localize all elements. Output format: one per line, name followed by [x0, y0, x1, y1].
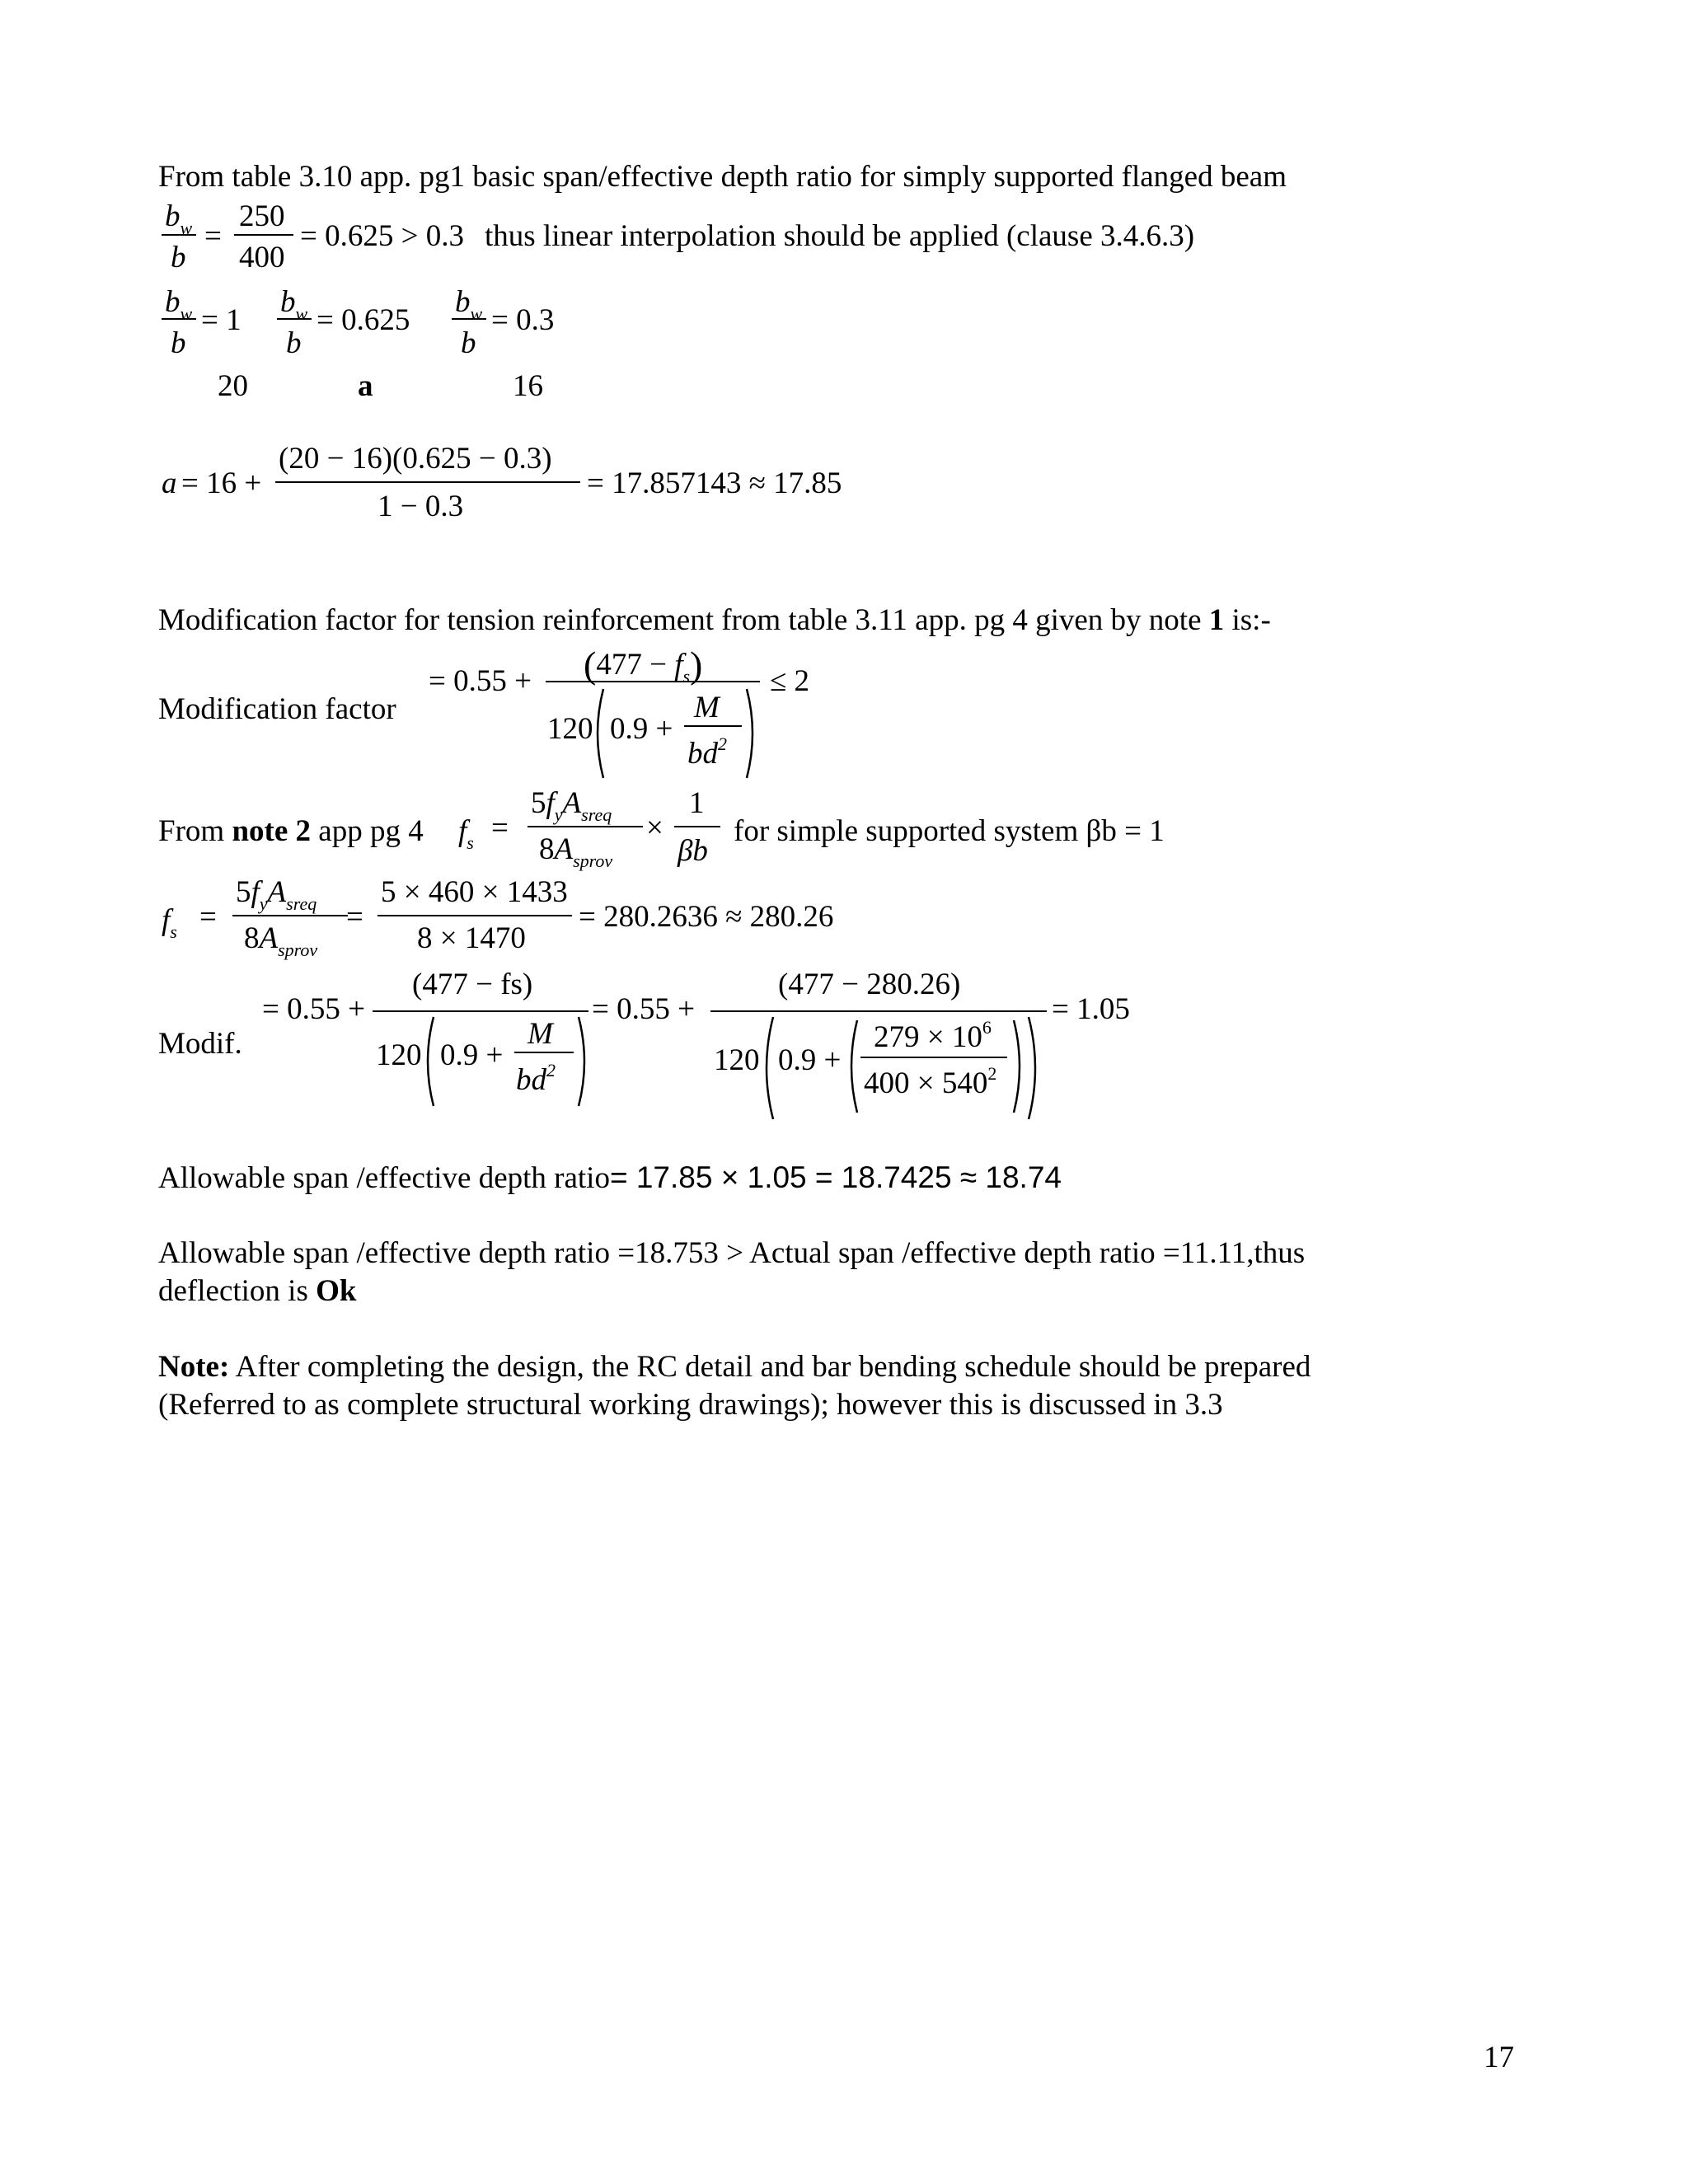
- allowable-line-1: Allowable span /effective depth ratio= 17.85 × 1.05 = 18.7425 ≈ 18.74: [158, 1160, 1062, 1195]
- fs-denominator: 8 × 1470: [417, 921, 526, 955]
- ratio-text: thus linear interpolation should be applied (clause 3.4.6.3): [485, 219, 1195, 253]
- ratio-numerator: 250: [239, 199, 285, 233]
- note-line-1: Note: After completing the design, the RC detail and bar bending schedule should be prepared: [158, 1350, 1311, 1384]
- page-number: 17: [1484, 2041, 1514, 2074]
- note-line-2: (Referred to as complete structural working drawings); however this is discussed in 3.3: [158, 1388, 1223, 1422]
- interp-v3: = 0.3: [491, 303, 555, 337]
- document-page: From table 3.10 app. pg1 basic span/effective depth ratio for simply supported flanged beam $b_w$ b = 250 400 = 0.625 > 0.3 thus linear interpolation should be applied (clause 3.4.6.3) $b_w$ b = 1 $b_w$ b = 0.625 $b_w$ b = 0.3 20 a 16 a = 16 + (20 − 16)(0.625 − 0.3) 1 − 0.3 = 17.857143 ≈ 17.85 Modification factor for tension reinforcement from table 3.11 app. pg 4 given by note 1 is:- Modification factor = 0.55 + $(477 - f_s)$ ≤ 2 120 0.9 + M $bd^2$ From note 2 app pg 4 $f_s$ = $5f_yA_{sreq}$ $8A_{sprov}$ × 1 βb for simple supported system βb = 1 $f_s$ = $5f_yA_{sreq}$ $8A_{sprov}$ = 5 × 460 × 1433 8 × 1470 = 280.2636 ≈ 280.26 Modif. = 0.55 + (477 − fs) 120 0.9 + M $bd^2$ = 0.55 + (477 − 280.26) 120 0.9 + $279 \times 10^6$ $400 \times 540^2$ = 1.05 Allowable span /effective depth ratio= 17.85 × 1.05 = 18.7425 ≈ 18.74 Allowable span /effective depth ratio =18.753 > Actual span /effective depth ratio =11.11,thus deflection is Ok Note: After completing the design, the RC detail and bar bending schedule should be prepared (Referred to as complete structural working drawings); however this is discussed in 3.3 17: [158, 160, 1514, 2074]
- interp-v2: = 0.625: [316, 303, 410, 337]
- allowable-line-2: Allowable span /effective depth ratio =18.753 > Actual span /effective depth ratio =11.11,thus: [158, 1236, 1306, 1270]
- modif-result: = 1.05: [1052, 992, 1130, 1026]
- intro-line: From table 3.10 app. pg1 basic span/effective depth ratio for simply supported flanged beam: [158, 160, 1287, 194]
- interp-r2: a: [358, 369, 373, 403]
- interp-v1: = 1: [201, 303, 241, 337]
- interp-r1: 20: [218, 369, 248, 403]
- allowable-line-3: deflection is Ok: [158, 1274, 357, 1308]
- paren-right: [743, 687, 760, 780]
- bw-numerator: $b_w$: [165, 199, 193, 238]
- paren-left: [590, 687, 607, 780]
- interp-result: = 17.857143 ≈ 17.85: [587, 466, 842, 500]
- interp-denominator: 1 − 0.3: [377, 490, 464, 523]
- ratio-denominator: 400: [239, 241, 285, 274]
- fs-numerator: 5 × 460 × 1433: [381, 875, 568, 909]
- ratio-result: = 0.625 > 0.3: [300, 219, 464, 253]
- modification-lhs: = 0.55 +: [429, 664, 532, 698]
- modif-label: Modif.: [158, 1027, 242, 1061]
- fs-result: = 280.2636 ≈ 280.26: [579, 900, 834, 934]
- b-denominator: b: [171, 241, 186, 274]
- modification-label: Modification factor: [158, 692, 396, 726]
- modification-le: ≤ 2: [770, 664, 810, 698]
- modification-heading: Modification factor for tension reinforcement from table 3.11 app. pg 4 given by note 1 is:-: [158, 603, 1271, 637]
- note2-text: for simple supported system βb = 1: [734, 814, 1165, 848]
- interp-numerator: (20 − 16)(0.625 − 0.3): [279, 442, 552, 476]
- interp-r3: 16: [513, 369, 543, 403]
